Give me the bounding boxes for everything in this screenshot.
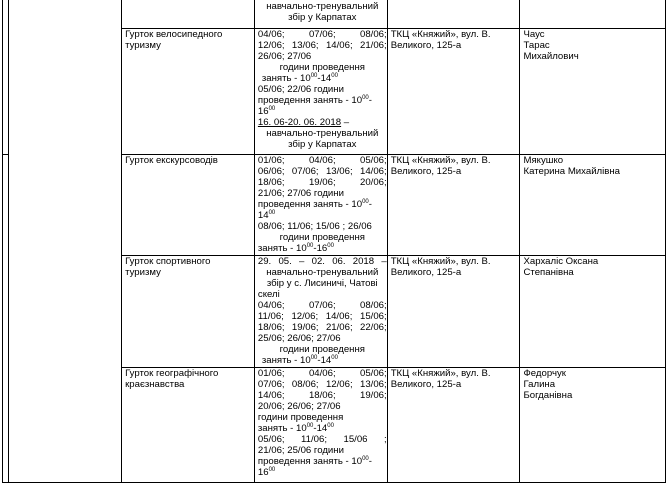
leader-cell	[520, 0, 666, 29]
dates-line: занять - $10^{00}-16^{00}$	[257, 243, 334, 254]
dates-line: $16^{00}$	[257, 106, 276, 117]
leader-line: Михайлович	[523, 51, 579, 62]
leader-line: Степанівна	[523, 267, 574, 278]
dates-cell	[254, 0, 387, 29]
dates-line: занять - $10^{00}-14^{00}$	[261, 73, 338, 84]
dates-cell	[254, 29, 387, 155]
dates-line: проведення занять - $10^{00}-$	[257, 95, 372, 106]
dates-line: $16^{00}$	[257, 467, 276, 478]
leader-line: Чаус	[523, 29, 545, 40]
location-line: ТКЦ «Княжий», вул. В.	[390, 155, 491, 166]
dates-line: 21/06; 25/06 години	[257, 445, 344, 456]
dates-line: 05/06; 11/06; 15/06 ;	[257, 434, 387, 445]
dates-line: 06/06; 07/06; 13/06; 14/06;	[257, 166, 387, 177]
leader-cell	[520, 155, 666, 256]
dates-line: збір у Карпатах	[288, 12, 357, 23]
location-cell	[387, 0, 520, 29]
dates-line: години проведення	[279, 344, 365, 355]
location-line: Великого, 125-а	[390, 40, 462, 51]
club-name-line: Гурток екскурсоводів	[125, 155, 218, 166]
dates-line: 26/06; 27/06	[257, 51, 312, 62]
location-cell	[387, 256, 520, 368]
leader-line: Хархаліс Оксана	[523, 256, 599, 267]
dates-cell	[254, 368, 387, 483]
club-name-cell	[122, 29, 255, 155]
club-name-line: Гурток географічного	[125, 368, 219, 379]
dates-line: 08/06; 11/06; 15/06 ; 26/06	[257, 221, 372, 232]
dates-line: проведення занять - $10^{00}-$	[257, 456, 372, 467]
dates-line: 01/06; 04/06; 05/06;	[257, 368, 387, 379]
dates-line: 12/06; 13/06; 14/06; 21/06;	[257, 40, 387, 51]
dates-line: збір у Карпатах	[288, 139, 357, 150]
leader-line: Тарас	[523, 40, 550, 51]
location-cell	[387, 368, 520, 483]
location-line: ТКЦ «Княжий», вул. В.	[390, 368, 491, 379]
dates-line: 05/06; 22/06 години	[257, 84, 344, 95]
dates-line: 18/06; 19/06; 21/06; 22/06;	[257, 322, 387, 333]
dates-line: занять - $10^{00}-14^{00}$	[261, 355, 338, 366]
dates-line: 29. 05. – 02. 06. 2018 –	[257, 256, 387, 267]
location-line: ТКЦ «Княжий», вул. В.	[390, 256, 491, 267]
location-line: Великого, 125-а	[390, 267, 462, 278]
location-cell	[387, 155, 520, 256]
dates-line: навчально-тренувальний	[266, 267, 379, 278]
dates-line: 07/06; 08/06; 12/06; 13/06;	[257, 379, 387, 390]
dates-line: $14^{00}$	[257, 210, 276, 221]
dates-line: навчально-тренувальний	[266, 128, 379, 139]
left-margin-cell	[3, 155, 9, 483]
club-name-cell	[122, 155, 255, 256]
leader-line: Галина	[523, 379, 556, 390]
dates-line: проведення занять - $10^{00}-$	[257, 199, 372, 210]
dates-cell	[254, 256, 387, 368]
dates-line: 25/06; 26/06; 27/06	[257, 333, 341, 344]
leader-cell	[520, 29, 666, 155]
club-name-cell	[122, 0, 255, 29]
dates-line: години проведення	[279, 232, 365, 243]
dates-line: 21/06; 27/06 години	[257, 188, 344, 199]
dates-line: 04/06; 07/06; 08/06;	[257, 300, 387, 311]
leader-line: Мякушко	[523, 155, 564, 166]
club-name-line: туризму	[125, 267, 161, 278]
club-name-line: Гурток велосипедного	[125, 29, 223, 40]
dates-line: 11/06; 12/06; 14/06; 15/06;	[257, 311, 387, 322]
club-name-line: краєзнавства	[125, 379, 185, 390]
dates-cell	[254, 155, 387, 256]
dates-line: 16. 06-20. 06. 2018 –	[257, 117, 350, 128]
club-name-cell	[122, 256, 255, 368]
dates-line: занять - $10^{00}-14^{00}$	[257, 423, 334, 434]
location-line: Великого, 125-а	[390, 166, 462, 177]
location-line: Великого, 125-а	[390, 379, 462, 390]
section-cell	[9, 0, 122, 483]
dates-line: години проведення	[257, 412, 344, 423]
dates-line: 18/06; 19/06; 20/06;	[257, 177, 387, 188]
leader-cell	[520, 256, 666, 368]
leader-cell	[520, 368, 666, 483]
location-cell	[387, 29, 520, 155]
table-row	[3, 0, 666, 29]
dates-line: 20/06; 26/06; 27/06	[257, 401, 341, 412]
leader-line: Катерина Михайлівна	[523, 166, 621, 177]
club-name-line: туризму	[125, 40, 161, 51]
dates-line: 01/06; 04/06; 05/06;	[257, 155, 387, 166]
dates-line: скелі	[257, 289, 280, 300]
dates-line: 04/06; 07/06; 08/06;	[257, 29, 387, 40]
dates-line: 14/06; 18/06; 19/06;	[257, 390, 387, 401]
dates-line: години проведення	[279, 62, 365, 73]
club-name-cell	[122, 368, 255, 483]
leader-line: Богданівна	[523, 390, 573, 401]
club-name-line: Гурток спортивного	[125, 256, 211, 267]
dates-line: збір у с. Лисиничі, Чатові	[266, 278, 378, 289]
dates-line: навчально-тренувальний	[266, 1, 379, 12]
location-line: ТКЦ «Княжий», вул. В.	[390, 29, 491, 40]
leader-line: Федорчук	[523, 368, 566, 379]
schedule-table	[2, 0, 666, 483]
